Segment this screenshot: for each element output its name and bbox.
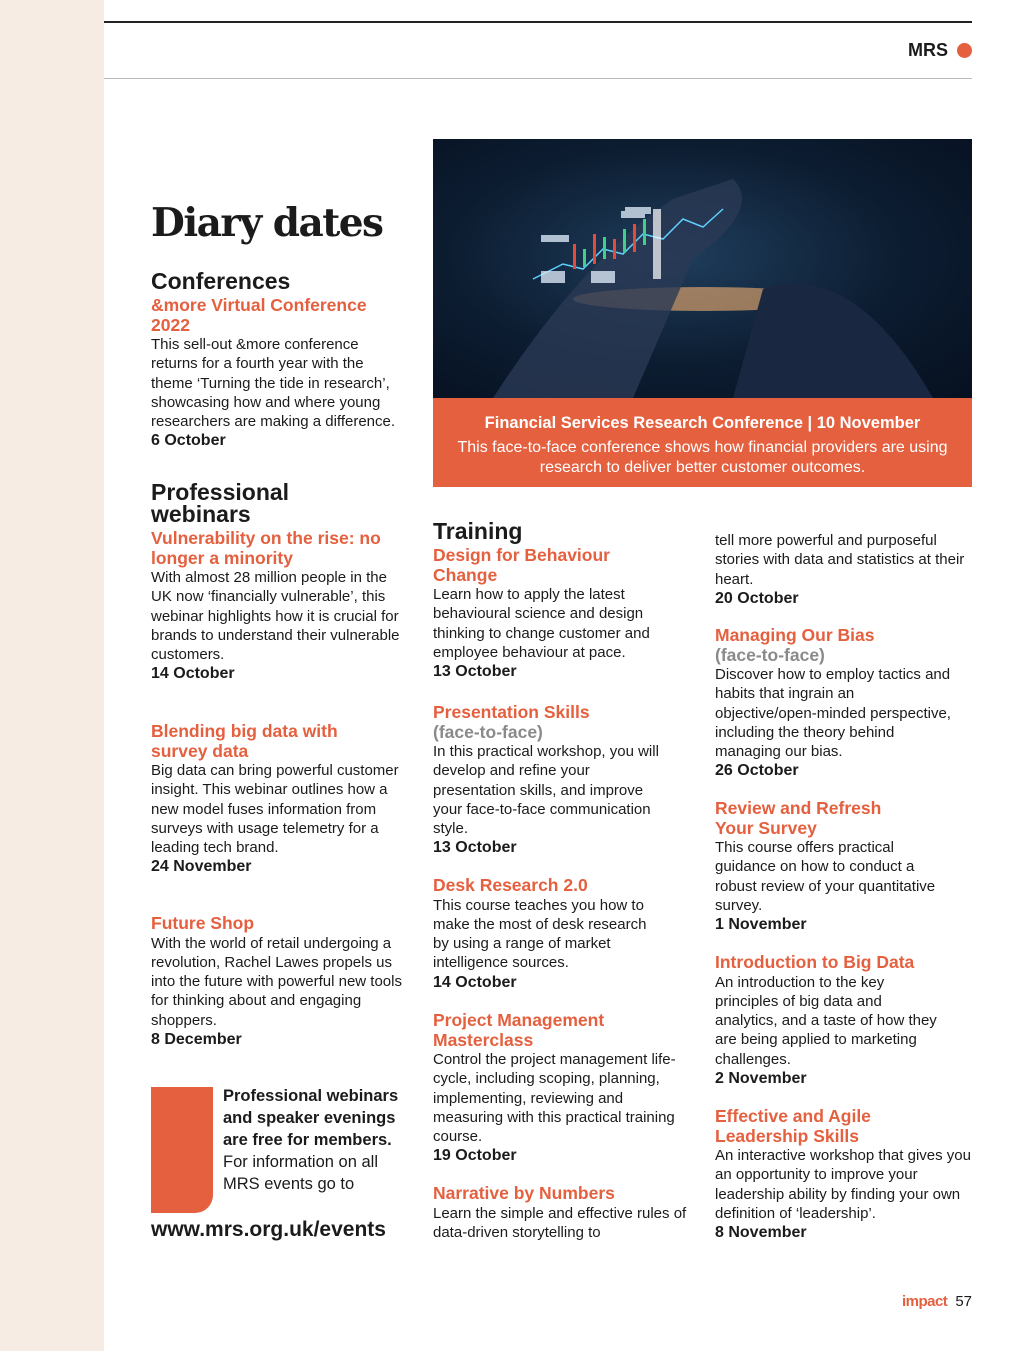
event-date: 20 October	[715, 589, 799, 607]
event-date: 6 October	[151, 432, 226, 450]
event-item	[151, 722, 401, 877]
event-body: Learn how to apply the latest behavioural science and design thinking to change customer and employee behaviour at pace.	[433, 586, 650, 661]
conferences-section	[151, 270, 401, 451]
event-item	[433, 703, 673, 858]
event-title[interactable]: &more Virtual Conference 2022	[151, 295, 367, 335]
callout-bold: Professional webinars and speaker evenings are free for members.	[223, 1087, 399, 1149]
section-brand	[908, 40, 972, 61]
event-date: 14 October	[151, 665, 235, 683]
event-title[interactable]: Review and Refresh Your Survey	[715, 798, 882, 838]
event-item	[433, 876, 658, 992]
feature-banner	[433, 398, 972, 487]
event-item	[433, 1184, 688, 1242]
event-title[interactable]: Vulnerability on the rise: no longer a minority	[151, 528, 381, 568]
callout-accent	[151, 1087, 213, 1213]
event-title[interactable]: Design for Behaviour Change	[433, 545, 610, 585]
event-body: Control the project management life-cycle, including scoping, planning, implementing, reviewing and measuring with this practical training course.	[433, 1051, 676, 1146]
event-body: An introduction to the key principles of big data and analytics, and a taste of how they are being applied to marketing challenges.	[715, 973, 937, 1068]
training-section	[433, 520, 688, 681]
brand-dot-icon	[957, 43, 972, 58]
callout-info: For information on all MRS events go to	[223, 1153, 378, 1193]
page-title: Diary dates	[151, 200, 383, 246]
event-body: This sell-out &more conference returns for a fourth year with the theme ‘Turning the tide in research’, showcasing how and where young researchers are making a difference.	[151, 336, 396, 431]
event-item	[715, 953, 940, 1088]
event-body: An interactive workshop that gives you an opportunity to improve your leadership ability by finding your own definition of ‘leadership’.	[715, 1147, 971, 1222]
events-link[interactable]: www.mrs.org.uk/events	[151, 1218, 386, 1241]
event-item	[715, 1107, 973, 1242]
event-title[interactable]: Project Management Masterclass	[433, 1010, 605, 1050]
finance-chart-image	[433, 139, 972, 398]
event-date: 1 November	[715, 916, 807, 934]
event-title[interactable]: Effective and Agile Leadership Skills	[715, 1106, 871, 1146]
page-margin-strip	[0, 0, 104, 1351]
callout-text	[223, 1085, 413, 1195]
event-format: (face-to-face)	[433, 721, 543, 742]
event-title[interactable]: Narrative by Numbers	[433, 1183, 615, 1203]
event-date: 2 November	[715, 1069, 807, 1087]
event-date: 26 October	[715, 762, 799, 780]
event-item-continued	[715, 531, 973, 608]
event-body: Big data can bring powerful customer insight. This webinar outlines how a new model fuses information from surveys with usage telemetry for a leading tech brand.	[151, 762, 399, 857]
top-rule	[104, 21, 972, 23]
page-footer	[902, 1293, 972, 1310]
event-item	[151, 914, 407, 1049]
event-item	[433, 1011, 688, 1166]
event-date: 13 October	[433, 663, 517, 681]
page-number: 57	[955, 1293, 972, 1310]
event-body: This course offers practical guidance on how to conduct a robust review of your quantitative survey.	[715, 839, 936, 914]
feature-photo	[433, 139, 972, 398]
header-rule	[104, 78, 972, 79]
event-date: 19 October	[433, 1147, 517, 1165]
section-heading: Conferences	[151, 268, 291, 294]
event-title[interactable]: Presentation Skills	[433, 702, 590, 722]
event-title[interactable]: Future Shop	[151, 913, 255, 933]
event-date: 8 December	[151, 1030, 242, 1048]
event-item	[715, 799, 940, 934]
event-body: Discover how to employ tactics and habits that ingrain an objective/open-minded perspective, including the theory behind managing our bias.	[715, 666, 951, 761]
event-body: In this practical workshop, you will develop and refine your presentation skills, and improve your face-to-face communication style.	[433, 743, 659, 838]
event-body: tell more powerful and purposeful stories with data and statistics at their heart.	[715, 532, 965, 588]
feature-title[interactable]: Financial Services Research Conference | 10 November	[484, 414, 921, 432]
event-title[interactable]: Blending big data with survey data	[151, 721, 338, 761]
event-format: (face-to-face)	[715, 644, 825, 665]
section-heading: Training	[433, 518, 523, 544]
event-body: This course teaches you how to make the most of desk research by using a range of market intelligence sources.	[433, 896, 647, 972]
event-title[interactable]: Managing Our Bias	[715, 625, 875, 645]
event-date: 24 November	[151, 858, 252, 876]
event-title[interactable]: Introduction to Big Data	[715, 952, 915, 972]
event-title[interactable]: Desk Research 2.0	[433, 875, 588, 895]
brand-label: MRS	[908, 40, 948, 60]
event-body: With the world of retail undergoing a revolution, Rachel Lawes propels us into the future with powerful new tools for thinking about and engaging shoppers.	[151, 934, 402, 1029]
event-date: 14 October	[433, 973, 517, 991]
section-heading: Professional webinars	[151, 479, 290, 527]
event-body: Learn the simple and effective rules of data-driven storytelling to	[433, 1204, 687, 1241]
webinars-section	[151, 481, 401, 684]
magazine-logo: impact	[901, 1293, 948, 1310]
event-date: 8 November	[715, 1224, 807, 1242]
event-date: 13 October	[433, 839, 517, 857]
event-item	[715, 626, 960, 781]
event-body: With almost 28 million people in the UK now ‘financially vulnerable’, this webinar highlights how it is crucial for brands to understand their vulnerable customers.	[151, 569, 400, 664]
feature-body: This face-to-face conference shows how financial providers are using research to deliver better customer outcomes.	[457, 439, 948, 476]
